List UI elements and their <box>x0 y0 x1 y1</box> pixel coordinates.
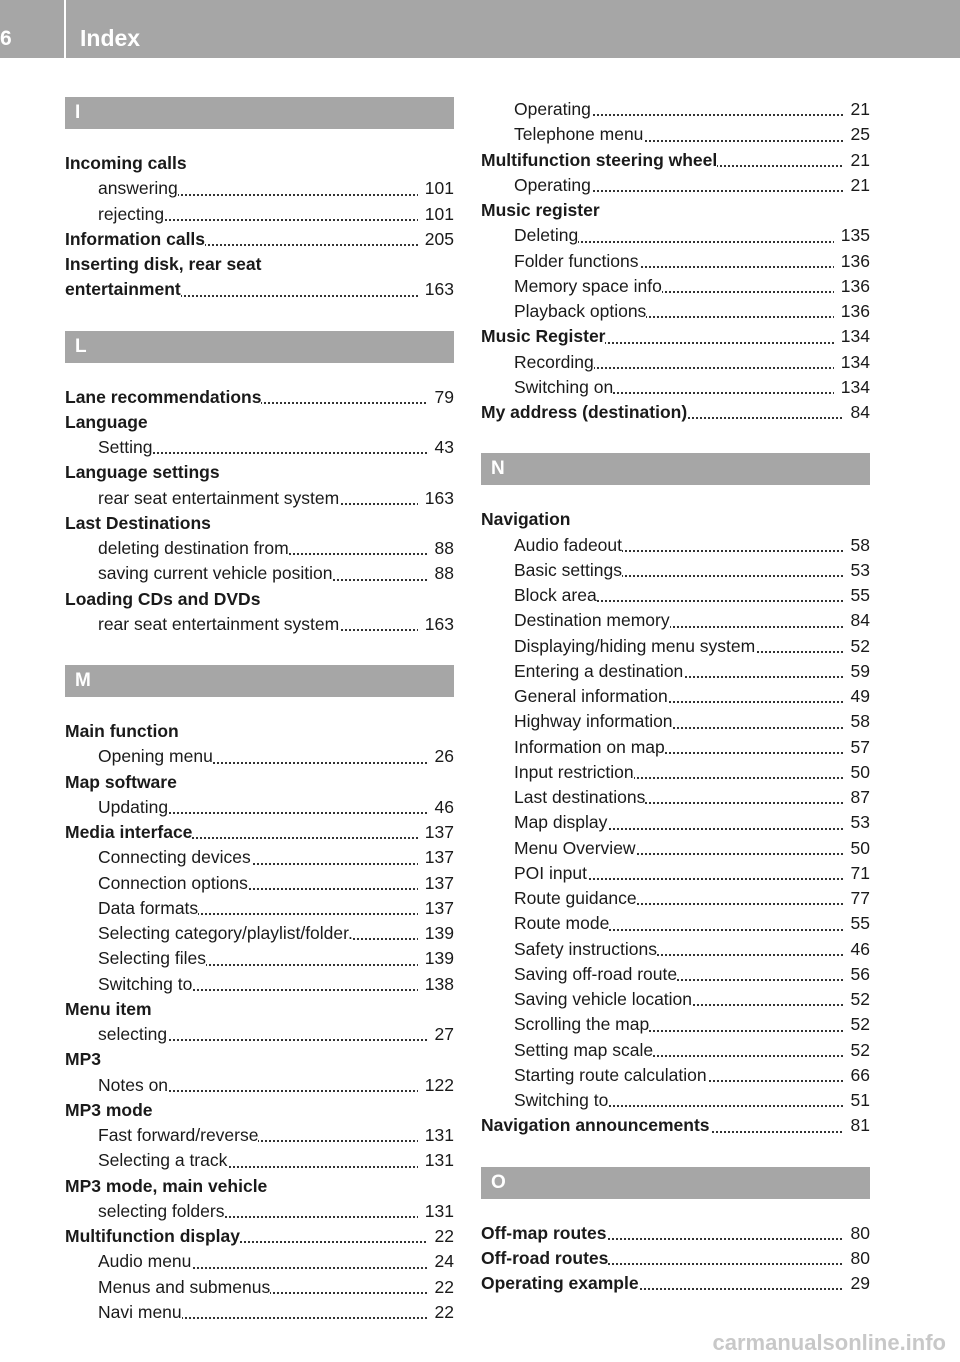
page-reference: 53 <box>844 810 870 835</box>
page-reference: 81 <box>844 1113 870 1138</box>
index-subentry <box>481 836 870 861</box>
page-reference: 134 <box>834 324 870 349</box>
entry-label: Audio menu <box>98 1251 192 1272</box>
page-reference: 163 <box>418 486 454 511</box>
page-reference: 25 <box>844 122 870 147</box>
entry-label: Inserting disk, rear seat <box>65 254 262 274</box>
page-reference: 49 <box>844 684 870 709</box>
entry-label: Operating <box>514 174 591 195</box>
page-reference: 137 <box>418 871 454 896</box>
section-gap <box>481 1199 870 1221</box>
entry-label: Operating <box>514 99 591 119</box>
entry-label: Main function <box>65 721 179 741</box>
index-entry <box>65 770 454 795</box>
page-reference: 122 <box>418 1073 454 1098</box>
entry-label: Connection options <box>98 872 248 893</box>
index-entry <box>481 148 870 173</box>
index-entry <box>65 277 454 302</box>
index-subentry <box>481 709 870 734</box>
page-reference: 131 <box>418 1148 454 1173</box>
index-subentry <box>65 202 454 227</box>
index-subentry <box>65 536 454 561</box>
index-subentry <box>65 1249 454 1274</box>
index-subentry <box>65 1199 454 1224</box>
index-subentry <box>481 760 870 785</box>
index-subentry <box>65 871 454 896</box>
entry-label: saving current vehicle position <box>98 563 333 584</box>
page-reference: 101 <box>418 202 454 227</box>
entry-label: My address (destination) <box>481 402 688 422</box>
entry-label: Lane recommendations <box>65 386 262 407</box>
page-reference: 77 <box>844 886 870 911</box>
entry-label: Setting map scale <box>514 1039 654 1060</box>
entry-label: Route guidance <box>514 888 637 908</box>
index-column-left <box>65 97 454 1325</box>
index-subentry <box>481 659 870 684</box>
entry-label: Switching to <box>98 973 193 994</box>
entry-label: Notes on <box>98 1074 169 1095</box>
entry-label: selecting folders <box>98 1200 225 1221</box>
entry-label: Entering a destination <box>514 660 684 681</box>
index-subentry <box>481 735 870 760</box>
index-subentry <box>481 583 870 608</box>
page-reference: 52 <box>844 987 870 1012</box>
page-reference: 135 <box>834 223 870 248</box>
index-entry <box>481 324 870 349</box>
index-entry <box>481 1271 870 1296</box>
page-reference: 55 <box>844 911 870 936</box>
page-reference: 84 <box>844 608 870 633</box>
entry-label: Language <box>65 411 148 432</box>
entry-label: Menu Overview <box>514 837 636 858</box>
entry-label: Scrolling the map <box>514 1014 650 1035</box>
section-letter-header: L <box>65 331 454 363</box>
entry-label: Data formats <box>98 897 199 918</box>
entry-label: Saving off-road route <box>514 963 678 984</box>
index-subentry <box>481 861 870 886</box>
entry-label: entertainment <box>65 279 181 300</box>
entry-label: Switching to <box>514 1090 609 1110</box>
index-subentry <box>65 1123 454 1148</box>
entry-label: Music register <box>481 200 600 220</box>
page-reference: 50 <box>844 836 870 861</box>
entry-label: Selecting files <box>98 948 206 969</box>
header-bar <box>0 0 960 58</box>
index-column-right <box>481 97 870 1296</box>
index-subentry <box>481 785 870 810</box>
index-subentry <box>481 122 870 147</box>
index-subentry <box>65 946 454 971</box>
index-entry <box>65 511 454 536</box>
page-reference: 163 <box>418 277 454 302</box>
entry-label: Navigation announcements <box>481 1115 710 1136</box>
entry-label: Opening menu <box>98 746 213 767</box>
index-subentry <box>65 612 454 637</box>
index-subentry <box>481 608 870 633</box>
index-subentry <box>65 1148 454 1173</box>
section-gap <box>481 1139 870 1167</box>
index-entry <box>65 820 454 845</box>
page-reference: 22 <box>428 1224 454 1249</box>
entry-label: Selecting category/playlist/folder. <box>98 923 353 943</box>
entry-label: Playback options <box>514 301 647 321</box>
entry-label: answering <box>98 178 178 199</box>
entry-label: Last destinations <box>514 787 646 807</box>
index-subentry <box>481 634 870 659</box>
index-subentry <box>65 561 454 586</box>
page-reference: 21 <box>844 148 870 173</box>
entry-label: Navigation <box>481 509 571 530</box>
index-subentry <box>481 375 870 400</box>
index-entry <box>481 1113 870 1138</box>
page-reference: 205 <box>418 227 454 252</box>
index-subentry <box>65 795 454 820</box>
entry-label: Setting <box>98 437 153 457</box>
entry-label: Route mode <box>514 913 610 934</box>
index-subentry <box>481 97 870 122</box>
index-subentry <box>481 886 870 911</box>
page-reference: 80 <box>844 1246 870 1271</box>
page-reference: 134 <box>834 350 870 375</box>
section-gap <box>65 697 454 719</box>
page-reference: 52 <box>844 1012 870 1037</box>
page-reference: 66 <box>844 1063 870 1088</box>
entry-label: Deleting <box>514 225 579 246</box>
index-subentry <box>481 911 870 936</box>
page-reference: 52 <box>844 1038 870 1063</box>
entry-label: Folder functions <box>514 250 639 271</box>
entry-label: MP3 <box>65 1049 101 1070</box>
index-entry <box>481 507 870 532</box>
entry-label: Last Destinations <box>65 512 211 533</box>
entry-label: Multifunction display <box>65 1226 240 1246</box>
page-reference: 134 <box>834 375 870 400</box>
entry-label: Highway information <box>514 711 673 732</box>
entry-label: Off-road routes <box>481 1247 609 1268</box>
index-subentry <box>481 962 870 987</box>
page-reference: 22 <box>428 1300 454 1325</box>
page-reference: 57 <box>844 735 870 760</box>
section-letter-header: I <box>65 97 454 129</box>
entry-label: POI input <box>514 862 587 883</box>
index-entry <box>65 1224 454 1249</box>
page-reference: 55 <box>844 583 870 608</box>
entry-label: Operating example <box>481 1273 639 1293</box>
header-divider <box>64 0 66 58</box>
index-subentry <box>65 1300 454 1325</box>
page-number: 6 <box>0 27 12 50</box>
entry-label: Safety instructions <box>514 938 657 959</box>
entry-label: Menus and submenus <box>98 1276 271 1297</box>
index-subentry <box>65 744 454 769</box>
page-reference: 53 <box>844 558 870 583</box>
page-reference: 84 <box>844 400 870 425</box>
section-letter-header: O <box>481 1167 870 1199</box>
page-reference: 139 <box>418 921 454 946</box>
page-reference: 27 <box>428 1022 454 1047</box>
entry-label: Basic settings <box>514 559 622 580</box>
index-subentry <box>65 896 454 921</box>
index-subentry <box>481 249 870 274</box>
index-subentry <box>65 435 454 460</box>
entry-label: Block area <box>514 585 597 605</box>
page-reference: 137 <box>418 896 454 921</box>
page-reference: 21 <box>844 97 870 122</box>
index-subentry <box>65 972 454 997</box>
entry-label: rejecting <box>98 203 165 224</box>
index-subentry <box>481 1063 870 1088</box>
index-subentry <box>65 921 454 946</box>
page-reference: 26 <box>428 744 454 769</box>
page-reference: 131 <box>418 1123 454 1148</box>
entry-label: Switching on <box>514 376 614 397</box>
page-reference: 56 <box>844 962 870 987</box>
page-reference: 21 <box>844 173 870 198</box>
page-reference: 80 <box>844 1221 870 1246</box>
index-entry <box>65 719 454 744</box>
index-entry <box>481 1221 870 1246</box>
index-subentry <box>481 223 870 248</box>
index-subentry <box>481 350 870 375</box>
page-reference: 58 <box>844 533 870 558</box>
index-subentry <box>481 1012 870 1037</box>
entry-label: Navi menu <box>98 1301 182 1322</box>
page-reference: 46 <box>844 937 870 962</box>
page-reference: 131 <box>418 1199 454 1224</box>
entry-label: Incoming calls <box>65 153 187 173</box>
entry-label: General information <box>514 686 668 706</box>
page-reference: 29 <box>844 1271 870 1296</box>
index-entry <box>65 1047 454 1072</box>
section-gap <box>65 637 454 665</box>
entry-label: Updating <box>98 796 169 817</box>
index-subentry <box>65 1022 454 1047</box>
entry-label: Music Register <box>481 326 606 347</box>
entry-label: Language settings <box>65 462 220 483</box>
page-reference: 137 <box>418 845 454 870</box>
page-reference: 43 <box>428 435 454 460</box>
entry-label: Information calls <box>65 228 206 249</box>
entry-label: Displaying/hiding menu system <box>514 635 756 656</box>
page-reference: 139 <box>418 946 454 971</box>
index-entry <box>65 385 454 410</box>
entry-label: Map software <box>65 771 177 792</box>
page-reference: 71 <box>844 861 870 886</box>
entry-label: rear seat entertainment system <box>98 613 340 634</box>
index-entry <box>65 1174 454 1199</box>
page-reference: 137 <box>418 820 454 845</box>
page-reference: 58 <box>844 709 870 734</box>
entry-label: Memory space info <box>514 275 662 296</box>
section-gap <box>65 129 454 151</box>
entry-label: Multifunction steering wheel <box>481 149 718 170</box>
index-entry <box>65 460 454 485</box>
page-reference: 88 <box>428 536 454 561</box>
page-reference: 46 <box>428 795 454 820</box>
page-reference: 88 <box>428 561 454 586</box>
watermark: carmanualsonline.info <box>712 1330 946 1355</box>
entry-label: Starting route calculation <box>514 1064 707 1085</box>
entry-label: Media interface <box>65 822 193 842</box>
index-subentry <box>481 987 870 1012</box>
entry-label: Off-map routes <box>481 1222 607 1243</box>
index-subentry <box>481 274 870 299</box>
page-reference: 163 <box>418 612 454 637</box>
page-reference: 101 <box>418 176 454 201</box>
index-subentry <box>65 845 454 870</box>
entry-label: MP3 mode <box>65 1099 153 1120</box>
index-entry <box>481 198 870 223</box>
index-subentry <box>481 533 870 558</box>
entry-label: Selecting a track <box>98 1150 228 1171</box>
page-reference: 59 <box>844 659 870 684</box>
page-reference: 136 <box>834 249 870 274</box>
entry-label: deleting destination from <box>98 538 289 558</box>
index-entry <box>65 410 454 435</box>
index-entry <box>65 252 454 277</box>
index-subentry <box>65 486 454 511</box>
section-letter-header: N <box>481 453 870 485</box>
entry-label: Map display <box>514 812 608 833</box>
index-subentry <box>481 173 870 198</box>
entry-label: Telephone menu <box>514 124 644 145</box>
page-reference: 87 <box>844 785 870 810</box>
entry-label: Information on map <box>514 736 665 757</box>
index-subentry <box>481 684 870 709</box>
entry-label: Connecting devices <box>98 847 251 868</box>
index-entry <box>65 1098 454 1123</box>
entry-label: Saving vehicle location <box>514 989 693 1009</box>
index-entry <box>65 151 454 176</box>
index-entry <box>65 227 454 252</box>
index-subentry <box>481 299 870 324</box>
index-subentry <box>65 176 454 201</box>
page-reference: 24 <box>428 1249 454 1274</box>
index-subentry <box>481 558 870 583</box>
page-reference: 52 <box>844 634 870 659</box>
entry-label: Audio fadeout <box>514 534 623 555</box>
index-subentry <box>481 937 870 962</box>
entry-label: Input restriction <box>514 761 634 782</box>
page-title: Index <box>80 25 141 51</box>
index-entry <box>481 1246 870 1271</box>
entry-label: rear seat entertainment system <box>98 487 340 508</box>
page-reference: 136 <box>834 274 870 299</box>
entry-label: Menu item <box>65 998 152 1019</box>
entry-label: selecting <box>98 1024 168 1044</box>
index-subentry <box>481 810 870 835</box>
index-subentry <box>65 1073 454 1098</box>
entry-label: Recording <box>514 351 594 372</box>
page-reference: 138 <box>418 972 454 997</box>
index-subentry <box>481 1088 870 1113</box>
index-entry <box>481 400 870 425</box>
section-gap <box>65 303 454 331</box>
index-entry <box>65 997 454 1022</box>
page-reference: 22 <box>428 1275 454 1300</box>
page-reference: 51 <box>844 1088 870 1113</box>
index-subentry <box>481 1038 870 1063</box>
index-entry <box>65 587 454 612</box>
entry-label: MP3 mode, main vehicle <box>65 1175 268 1196</box>
entry-label: Destination memory <box>514 610 670 631</box>
section-gap <box>481 425 870 453</box>
page-reference: 50 <box>844 760 870 785</box>
section-gap <box>65 363 454 385</box>
page-reference: 79 <box>428 385 454 410</box>
section-gap <box>481 485 870 507</box>
index-subentry <box>65 1275 454 1300</box>
page-reference: 136 <box>834 299 870 324</box>
section-letter-header: M <box>65 665 454 697</box>
entry-label: Fast forward/reverse <box>98 1125 259 1145</box>
entry-label: Loading CDs and DVDs <box>65 588 261 609</box>
